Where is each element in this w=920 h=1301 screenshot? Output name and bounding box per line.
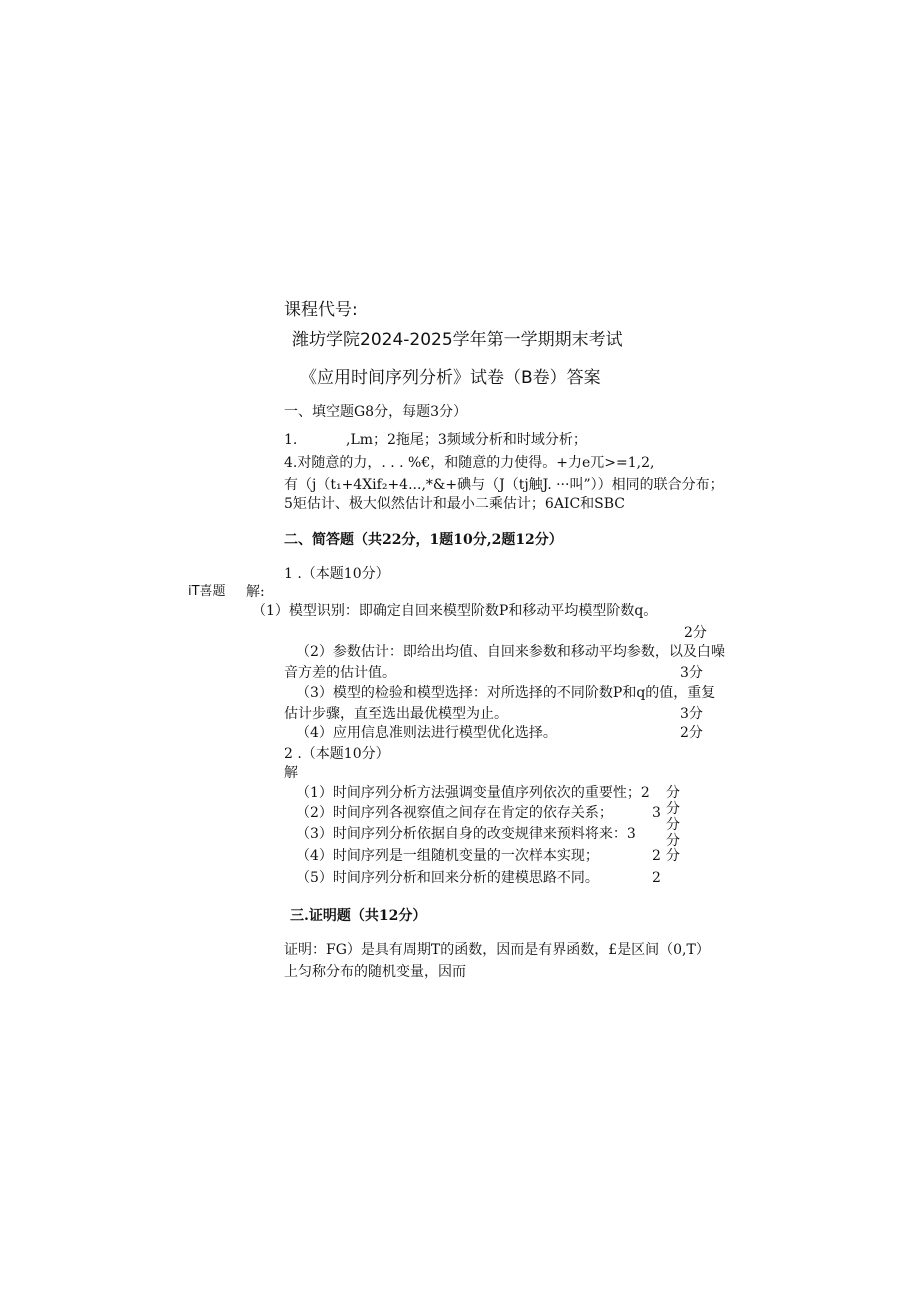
q1-solution-label: 解:: [246, 584, 265, 600]
q2-item2: （2）时间序列各视察值之间存在肯定的依存关系；: [296, 805, 613, 821]
q1-item4-score: 2分: [680, 725, 703, 741]
q1-label: 1 .（本题10分）: [284, 566, 390, 582]
q1-item3-score: 3分: [680, 706, 703, 722]
course-code-label: 课程代号:: [284, 300, 358, 320]
s1-line3: 有（j（t₁+4Xif₂+4...,*&+碘与（J（tj触J. ···叫”））相同的联合分布；: [284, 477, 724, 493]
paper-title: 《应用时间序列分析》试卷（B卷）答案: [300, 368, 601, 388]
q2-item4: （4）时间序列是一组随机变量的一次样本实现；: [296, 848, 599, 864]
q2-label: 2 .（本题10分）: [284, 746, 390, 762]
q2-item3: （3）时间序列分析依据自身的改变规律来预料将来：3: [296, 826, 636, 842]
q1-item1-score: 2分: [684, 625, 707, 641]
section1-heading: 一、填空题G8分，每题3分）: [284, 404, 467, 420]
exam-title: 潍坊学院2024-2025学年第一学期期末考试: [292, 330, 623, 350]
q1-item2-line1: （2）参数估计：即给出均值、自回来参数和移动平均参数，以及白噪: [296, 644, 725, 660]
s3-line2: 上匀称分布的随机变量，因而: [284, 964, 466, 980]
q1-item4: （4）应用信息准则法进行模型优化选择。: [296, 725, 557, 741]
q2-item4-score: 2: [652, 848, 661, 864]
q1-item1: （1）模型识别：即确定自回来模型阶数P和移动平均模型阶数q。: [252, 603, 658, 619]
margin-note: iT喜题: [188, 584, 226, 599]
q1-item3-line2: 估计步骤，直至选出最优模型为止。: [284, 706, 508, 722]
q1-item3-line1: （3）模型的检验和模型选择：对所选择的不同阶数P和q的值，重复: [296, 685, 716, 701]
fen-mark: 分: [666, 848, 680, 864]
q2-item5: （5）时间序列分析和回来分析的建模思路不同。: [296, 870, 599, 886]
q2-item2-score: 3: [652, 805, 661, 821]
q2-item1: （1）时间序列分析方法强调变量值序列依次的重要性；2: [296, 785, 650, 801]
fen-mark: 分: [666, 833, 680, 849]
s1-line4: 5矩估计、极大似然估计和最小二乘估计；6AIC和SBC: [284, 496, 626, 512]
s1-line2: 4.对随意的力，. . . %€，和随意的力使得。+力e兀>=1,2,: [284, 455, 655, 471]
q1-item2-score: 3分: [680, 665, 703, 681]
fen-mark: 分: [666, 817, 680, 833]
fen-mark: 分: [666, 801, 680, 817]
fen-mark: 分: [666, 785, 680, 801]
s1-line1-text: ,Lm；2拖尾；3频域分析和时域分析；: [346, 432, 587, 448]
s1-line1-num: 1.: [284, 432, 298, 448]
q2-solution-label: 解: [284, 765, 298, 781]
q2-item5-score: 2: [652, 870, 661, 886]
q1-item2-line2: 音方差的估计值。: [284, 665, 396, 681]
s3-line1: 证明：FG）是具有周期T的函数，因而是有界函数，£是区间（0,T）: [284, 942, 710, 958]
section2-heading: 二、简答题（共22分，1题10分,2题12分）: [284, 532, 563, 548]
section3-heading: 三.证明题（共12分）: [290, 908, 427, 924]
